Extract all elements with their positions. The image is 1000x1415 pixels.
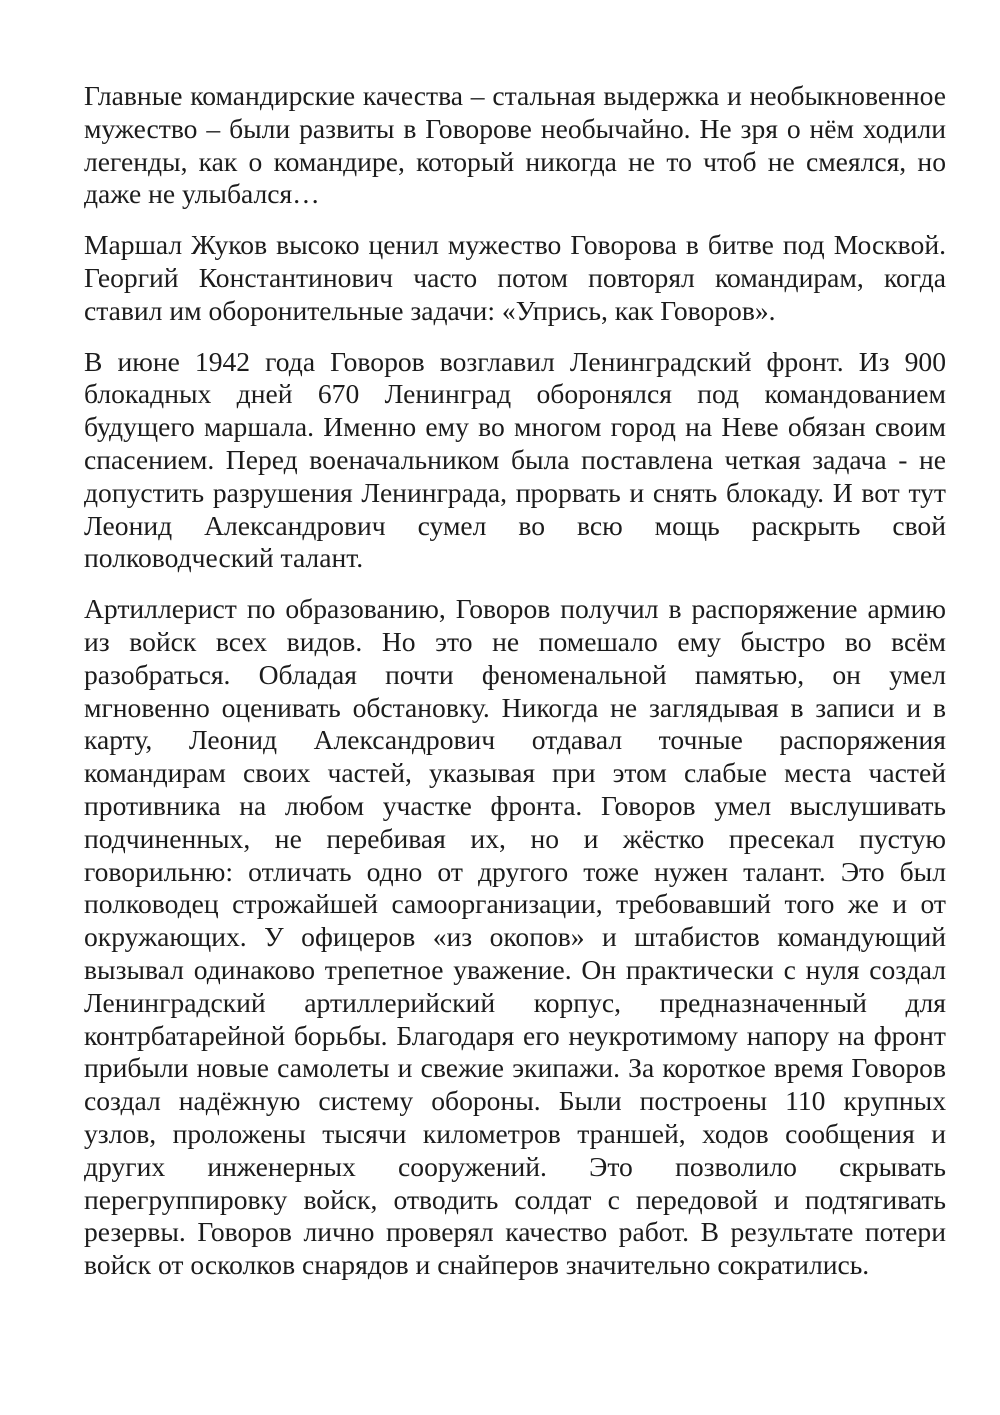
paragraph-commander-qualities: Главные командирские качества – стальная выдержка и необыкновенное мужество – были развиты в Говорове необычайно. Не зря о нём ходили легенды, как о командире, который никогда не то чтоб не смеялся, но даже не улыбался… (84, 80, 946, 210)
paragraph-artillerist: Артиллерист по образованию, Говоров получил в распоряжение армию из войск всех видов. Но это не помешало ему быстро во всём разобраться. Обладая почти феноменальной памятью, он умел мгновенно оценивать обстановку. Никогда не заглядывая в записи и в карту, Леонид Александрович отдавал точные распоряжения командирам своих частей, указывая при этом слабые места частей противника на любом участке фронта. Говоров умел выслушивать подчиненных, не перебивая их, но и жёстко пресекал пустую говорильню: отличать одно от другого тоже нужен талант. Это был полководец строжайшей самоорганизации, требовавший того же и от окружающих. У офицеров «из окопов» и штабистов командующий вызывал одинаково трепетное уважение. Он практически с нуля создал Ленинградский артиллерийский корпус, предназначенный для контрбатарейной борьбы. Благодаря его неукротимому напору на фронт прибыли новые самолеты и свежие экипажи. За короткое время Говоров создал надёжную систему обороны. Были построены 110 крупных узлов, проложены тысячи километров траншей, ходов сообщения и других инженерных сооружений. Это позволило скрывать перегруппировку войск, отводить солдат с передовой и подтягивать резервы. Говоров лично проверял качество работ. В результате потери войск от осколков снарядов и снайперов значительно сократились. (84, 593, 946, 1281)
text-body (84, 80, 946, 1300)
paragraph-leningrad-front: В июне 1942 года Говоров возглавил Ленинградский фронт. Из 900 блокадных дней 670 Ленинград оборонялся под командованием будущего маршала. Именно ему во многом город на Неве обязан своим спасением. Перед военачальником была поставлена четкая задача - не допустить разрушения Ленинграда, прорвать и снять блокаду. И вот тут Леонид Александрович сумел во всю мощь раскрыть свой полководческий талант. (84, 345, 946, 574)
paragraph-zhukov: Маршал Жуков высоко ценил мужество Говорова в битве под Москвой. Георгий Константинович часто потом повторял командирам, когда ставил им оборонительные задачи: «Упрись, как Говоров». (84, 229, 946, 326)
